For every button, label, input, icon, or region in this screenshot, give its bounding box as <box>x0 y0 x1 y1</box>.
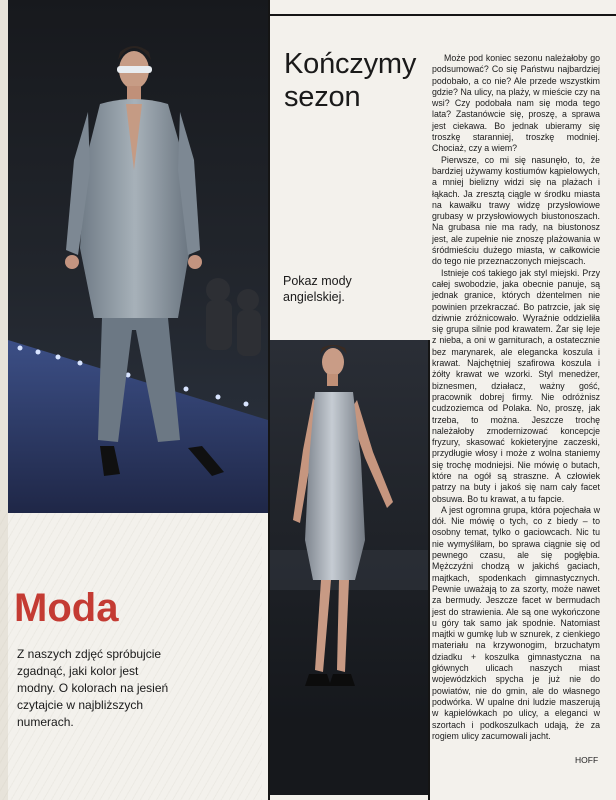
article-headline: Kończymy sezon <box>284 48 417 113</box>
column-divider <box>268 0 270 800</box>
section-title: Moda <box>14 586 119 630</box>
author-signature: HOFF <box>575 755 599 765</box>
photo-caption: Pokaz mody angielskiej. <box>283 274 352 304</box>
top-rule <box>270 14 616 16</box>
runway-photo-suit-graphic <box>8 0 268 513</box>
article-body <box>432 53 600 743</box>
article-paragraph: Może pod koniec sezonu należałoby go podsumować? Co się Państwu najbardziej podobało, a co nie? Ale przede wszystkim gdzie? Na ulicy, na plaży, w mieście czy na wsi? Czy podobała nam się moda tego lata? Zastanówcie się, proszę, a sprawa jest ciekawa. Bo jednak ubieramy się troszkę staranniej, troszkę modniej. Chociaż, czy a wiem? <box>432 53 600 154</box>
runway-photo-suit <box>8 0 268 513</box>
article-paragraph: Pierwsze, co mi się nasunęło, to, że bardziej używamy kostiumów kąpielowych, a mniej bielizny widzi się na plażach i łąkach. Ja zresztą ciągle w środku miasta na kawałku trawy widzę przysłowiowe grubasy w przysłowiowych biustonoszach. Na grubasa nie ma rady, na biustonosz jest, ale zupełnie nie znoszę plażowania w śródmieściu dużego miasta, w całkowicie do tego nie przeznaczonych miejscach. <box>432 154 600 267</box>
runway-photo-dress-graphic <box>269 340 429 795</box>
article-paragraph: A jest ogromna grupa, która pojechała w dół. Nie mówię o tych, co z biedy – to osobny temat, tylko o gaciowcach. Nic tu nie wymyśliłam, bo sprawa ciągnie się od pewnego czasu, ale się pogłębia. Mężczyźni chodzą w jakichś gaciach, majtkach, spodenkach gimnastycznych. Pewnie uważają to za szorty, może nawet za bermudy. Jeszcze facet w bermudach jest do strawienia. Ale są one wykończone u góry tak samo jak spodnie. Natomiast majtki w gumkę lub w sznurek, z cienkiego materiału na krzywonogim, brzuchatym dziadku + koszulka gimnastyczna na głównych ulicach naszych miast wojewódzkich spycha je już nie do powiatów, nie do gmin, ale do własnego podwórka. W upalne dni ludzie maszerują w kąpielówkach po ulicy, a eleganci w szortach i podkoszulkach udają, że za rogiem ulicy zacumowali jacht. <box>432 504 600 741</box>
teaser-text: Z naszych zdjęć spróbujcie zgadnąć, jaki kolor jest modny. O kolorach na jesień czytajcie w najbliższych numerach. <box>17 647 169 729</box>
article-paragraph: Istnieje coś takiego jak styl miejski. Przy całej swobodzie, jaka obecnie panuje, są jednak granice, których dżentelmen nie powinien przekraczać. Bo patrzcie, jak się dziwnie zróżnicowało. Wyraźnie oddzieliła się grupa silnie pod krawatem. Żar się leje z nieba, a oni w garniturach, a ostatecznie bez marynarek, ale elegancka koszula i krawat. Najchętniej szafirowa koszula i żółty krawat we wzorki. Styl menedżer, biznesmen, działacz, ważny gość, pracownik dobrej firmy. Nie odróżnisz cudzoziemca od Polaka. No, proszę, jak trzeba, to można. Jeszcze trochę należałoby zmodernizować koncepcje fryzury, skasować kokieteryjne zaczeski, przydługie włosy i może z wolna staniemy się trochę modniejsi. Nie mówię o butach, które na ogół są straszne. A człowiek patrzy na buty i jakoś się nam cały facet obsuwa. Bo tu krawat, a tu fapcie. <box>432 267 600 504</box>
runway-photo-dress <box>269 340 429 795</box>
photo-divider <box>428 340 430 800</box>
